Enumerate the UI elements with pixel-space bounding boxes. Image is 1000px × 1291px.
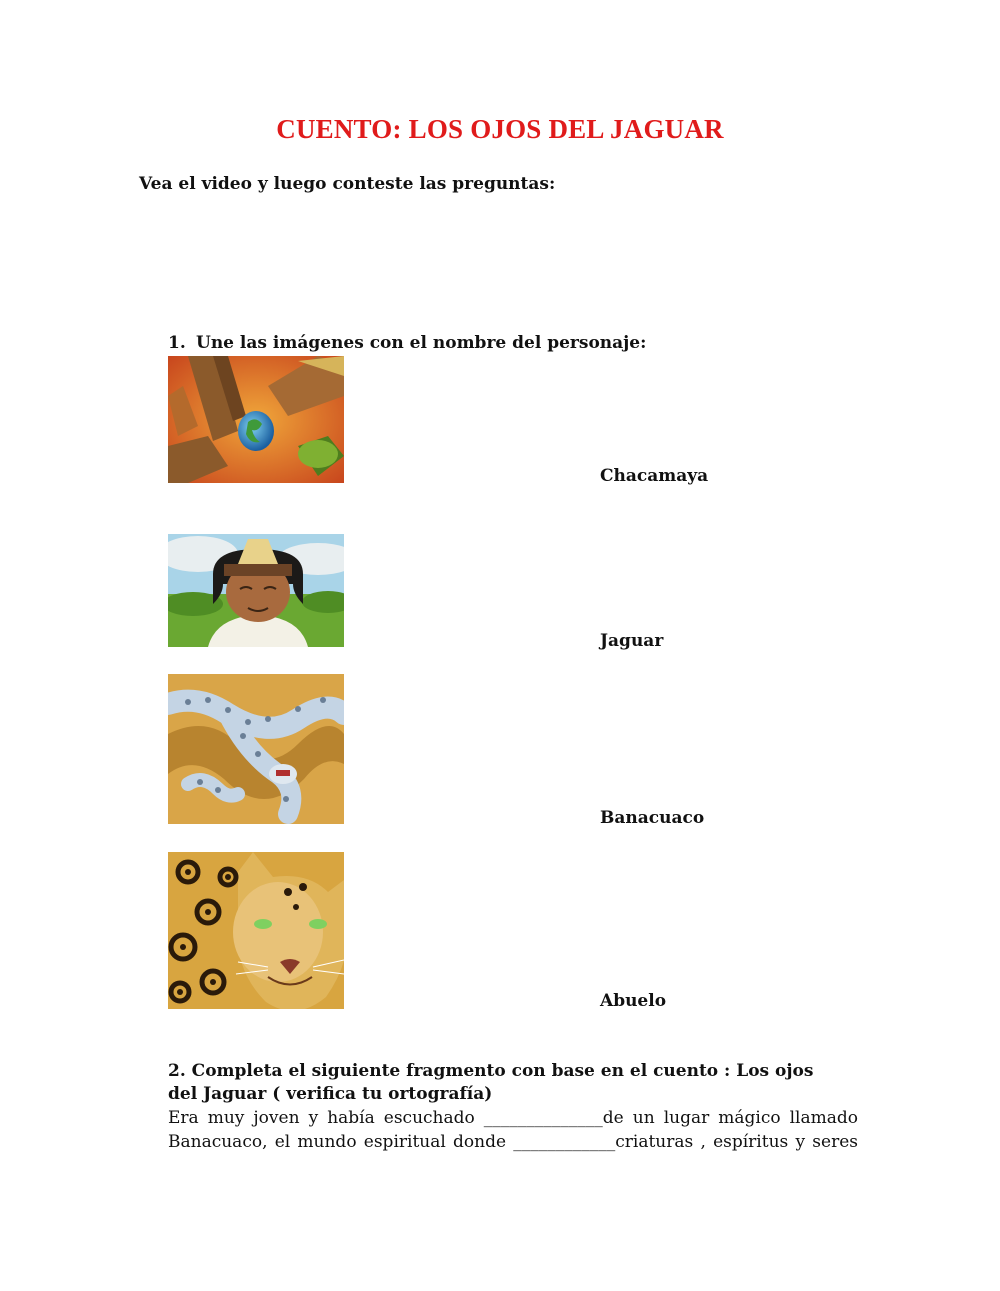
question-1-text: Une las imágenes con el nombre del personaje: xyxy=(196,333,647,353)
spotted-creature-icon xyxy=(168,674,344,824)
image-mystic-world[interactable] xyxy=(168,356,344,483)
name-chacamaya[interactable]: Chacamaya xyxy=(600,466,709,486)
mystic-world-icon xyxy=(168,356,344,483)
name-jaguar[interactable]: Jaguar xyxy=(600,631,664,651)
instruction-text: Vea el video y luego conteste las preguntas: xyxy=(139,174,556,194)
question-1-number: 1. xyxy=(168,333,186,353)
fragment-line-1[interactable]: Era muy joven y había escuchado ______________de un lugar mágico llamado xyxy=(168,1108,858,1128)
page-title: CUENTO: LOS OJOS DEL JAGUAR xyxy=(276,114,724,144)
name-abuelo[interactable]: Abuelo xyxy=(600,991,667,1011)
fragment-line-2[interactable]: Banacuaco, el mundo espiritual donde ____________criaturas , espíritus y seres xyxy=(168,1132,858,1152)
grandfather-icon xyxy=(168,534,344,647)
question-2: 2. Completa el siguiente fragmento con base en el cuento : Los ojos del Jaguar ( verifica tu ortografía) xyxy=(168,1061,814,1104)
fragment-paragraph xyxy=(168,1106,858,1154)
jaguar-icon xyxy=(168,852,344,1009)
question-1 xyxy=(168,333,646,353)
image-spotted-creature[interactable] xyxy=(168,674,344,824)
image-grandfather[interactable] xyxy=(168,534,344,647)
image-jaguar[interactable] xyxy=(168,852,344,1009)
name-banacuaco[interactable]: Banacuaco xyxy=(600,808,705,828)
